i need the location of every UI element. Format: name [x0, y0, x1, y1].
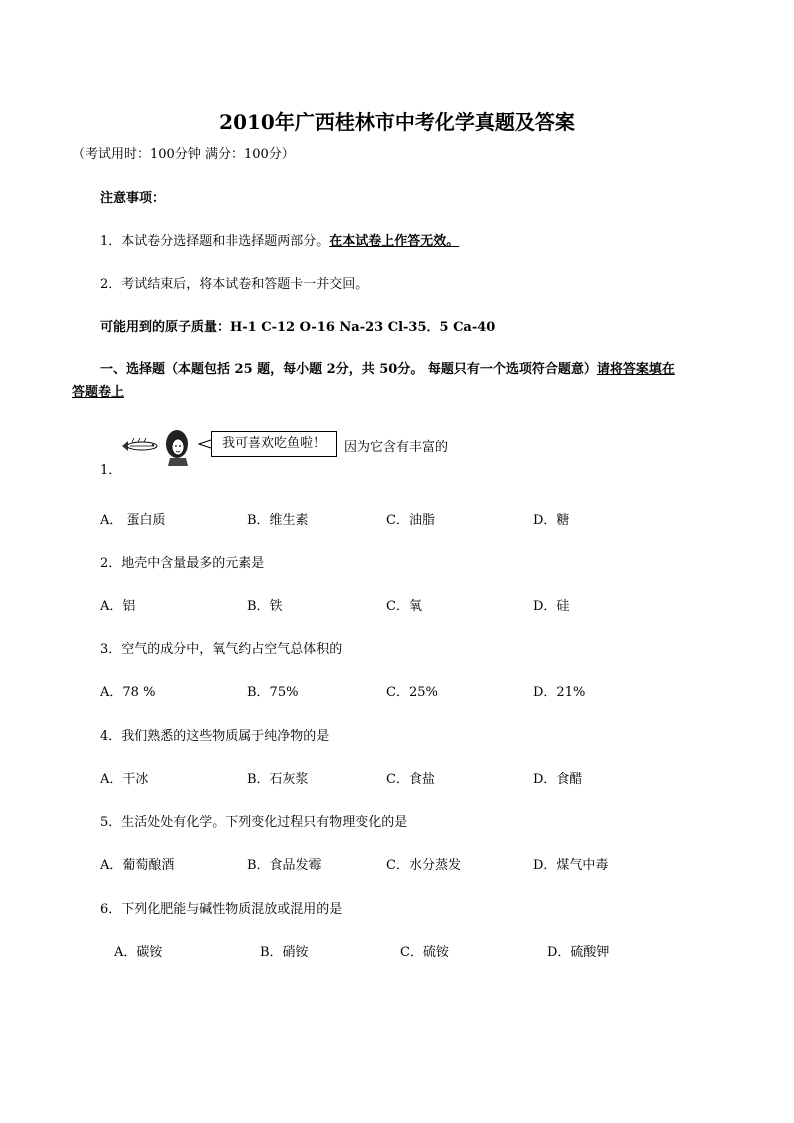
q2-option-d: D．硅 — [533, 599, 570, 614]
section-1-lead-emphasis-a: 请将答案填在 — [596, 362, 675, 377]
question-1-stem: 因为它含有丰富的 — [344, 440, 449, 455]
fish-icon — [122, 438, 157, 451]
q1-option-d: D．糖 — [533, 513, 570, 528]
girl-icon — [166, 430, 188, 466]
question-2-stem: 2．地壳中含量最多的元素是 — [100, 556, 265, 571]
q4-option-a: A．干冰 — [100, 772, 149, 787]
q3-option-d: D．21% — [533, 685, 586, 700]
notice-item-2: 2．考试结束后，将本试卷和答题卡一并交回。 — [100, 277, 369, 292]
q2-option-c: C．氧 — [386, 599, 422, 614]
q4-option-d: D．食醋 — [533, 772, 583, 787]
question-4-stem: 4．我们熟悉的这些物质属于纯净物的是 — [100, 729, 330, 744]
notice-heading: 注意事项： — [100, 191, 166, 206]
question-1-number: 1． — [100, 463, 122, 478]
q6-option-b: B．硝铵 — [260, 945, 309, 960]
q1-option-b: B．维生素 — [247, 513, 309, 528]
q6-option-a: A．碳铵 — [114, 945, 163, 960]
section-1-lead-text: 一、选择题（本题包括 25 题，每小题 2分，共 50分。 每题只有一个选项符合题意） — [100, 362, 597, 377]
exam-info: （考试用时：100分钟 满分：100分） — [72, 147, 295, 162]
section-1-lead-cont — [72, 381, 124, 400]
notice-item-1 — [100, 230, 459, 249]
notice-item-1-text: 1．本试卷分选择题和非选择题两部分。 — [100, 234, 330, 249]
q3-option-a: A．78 % — [100, 685, 156, 700]
section-1-lead-emphasis-b: 答题卷上 — [72, 385, 125, 400]
q6-option-c: C．硫铵 — [400, 945, 449, 960]
question-6-stem: 6．下列化肥能与碱性物质混放或混用的是 — [100, 902, 343, 917]
page-title: 2010年广西桂林市中考化学真题及答案 — [219, 110, 575, 134]
section-1-lead — [100, 358, 675, 377]
q5-option-c: C．水分蒸发 — [386, 858, 461, 873]
q1-option-a: A． 蛋白质 — [100, 513, 166, 528]
q4-option-c: C．食盐 — [386, 772, 435, 787]
q1-option-c: C．油脂 — [386, 513, 435, 528]
notice-item-1-emphasis: 在本试卷上作答无效。 — [329, 234, 460, 249]
q2-option-b: B．铁 — [247, 599, 283, 614]
q5-option-a: A．葡萄酿酒 — [100, 858, 175, 873]
question-5-stem: 5．生活处处有化学。下列变化过程只有物理变化的是 — [100, 815, 408, 830]
q5-option-b: B．食品发霉 — [247, 858, 322, 873]
speech-bubble-tail — [198, 438, 212, 450]
q2-option-a: A．铝 — [100, 599, 136, 614]
fish-and-girl-illustration — [118, 424, 198, 468]
q5-option-d: D．煤气中毒 — [533, 858, 609, 873]
q6-option-d: D．硫酸钾 — [547, 945, 610, 960]
q3-option-c: C．25% — [386, 685, 438, 700]
question-3-stem: 3．空气的成分中，氧气约占空气总体积的 — [100, 642, 343, 657]
speech-bubble: 我可喜欢吃鱼啦！ — [211, 431, 337, 457]
q3-option-b: B．75% — [247, 685, 299, 700]
q4-option-b: B．石灰浆 — [247, 772, 309, 787]
atomic-mass: 可能用到的原子质量：H-1 C-12 O-16 Na-23 Cl-35．5 Ca-40 — [100, 320, 496, 335]
